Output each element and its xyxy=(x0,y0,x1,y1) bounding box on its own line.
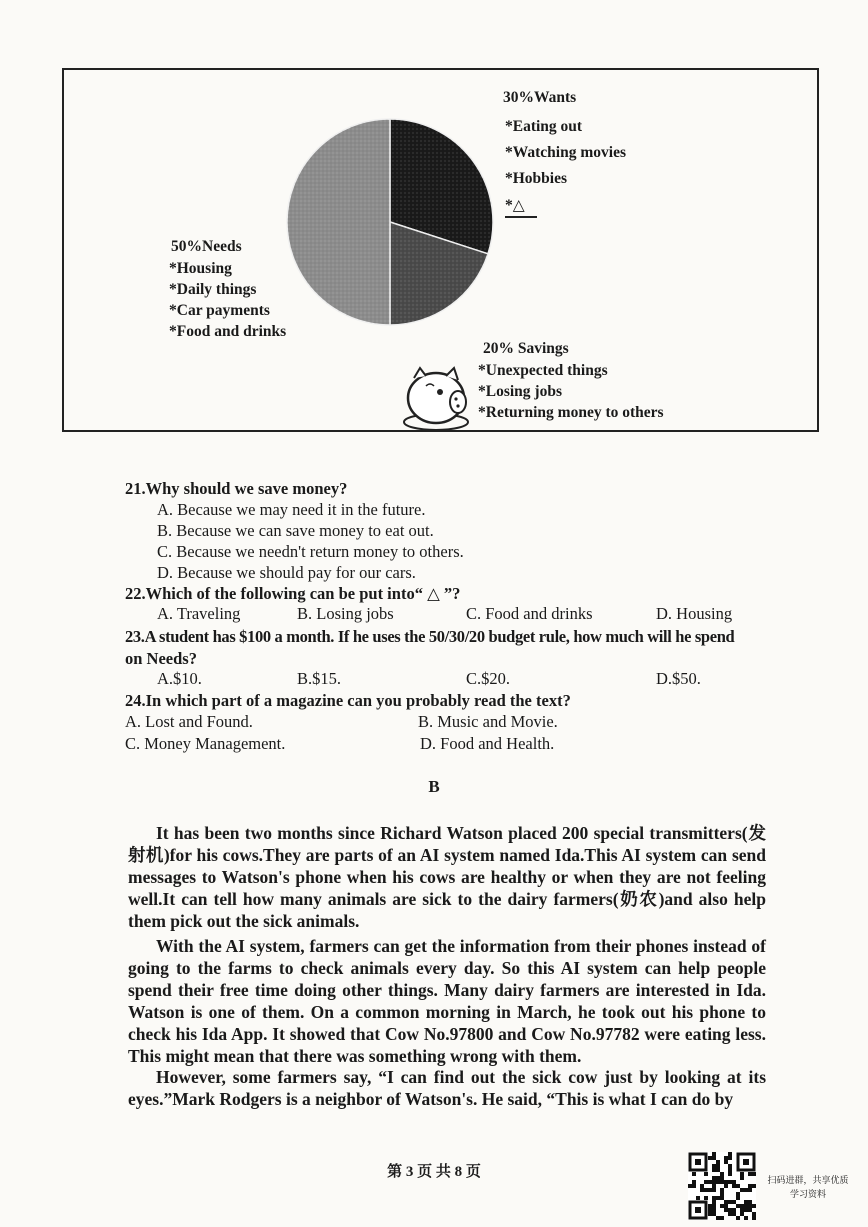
passage-paragraph-3: However, some farmers say, “I can find out the sick cow just by looking at its eyes.”Mark Rodgers is a neighbor of Watson's. He said, “This is what I can do by xyxy=(128,1067,766,1109)
savings-list xyxy=(478,360,664,423)
page-number: 第 3 页 共 8 页 xyxy=(387,1164,481,1180)
passage-paragraph-2: With the AI system, farmers can get the information from their phones instead of going to the farms to check animals every day. So this AI system can help people spend their free time doing other things. Many dairy farmers are interested in Ida. Watson is one of them. On a common morning in March, he took out his phone to check his Ida App. It showed that Cow No.97800 and Cow No.97782 were eating less. This might mean that there was something wrong with them. xyxy=(128,936,766,1066)
section-b-heading: B xyxy=(428,777,440,796)
q22-option-d: D. Housing xyxy=(656,604,733,623)
savings-item: *Unexpected things xyxy=(478,362,608,379)
q24-option-a: A. Lost and Found. xyxy=(125,712,253,731)
wants-item: *Watching movies xyxy=(505,144,626,161)
question-23-cont: on Needs? xyxy=(125,649,197,668)
needs-item: *Housing xyxy=(169,260,232,277)
q21-option-d: D. Because we should pay for our cars. xyxy=(157,563,416,582)
q23-option-d: D.$50. xyxy=(656,669,701,688)
question-22: 22.Which of the following can be put into“ △ ”? xyxy=(125,584,461,603)
q23-option-c: C.$20. xyxy=(466,669,511,688)
q21-option-b: B. Because we can save money to eat out. xyxy=(157,521,434,540)
q23-option-b: B.$15. xyxy=(297,669,342,688)
savings-item: *Losing jobs xyxy=(478,383,562,400)
wants-item: *Eating out xyxy=(505,118,583,135)
question-21: 21.Why should we save money? xyxy=(125,479,348,498)
q21-option-c: C. Because we needn't return money to others. xyxy=(157,542,464,561)
savings-heading: 20% Savings xyxy=(483,340,569,357)
q24-option-c: C. Money Management. xyxy=(125,734,286,753)
q22-option-b: B. Losing jobs xyxy=(297,604,394,623)
question-24: 24.In which part of a magazine can you probably read the text? xyxy=(125,691,571,710)
wants-item: *Hobbies xyxy=(505,170,568,187)
needs-heading: 50%Needs xyxy=(171,238,242,255)
needs-item: *Food and drinks xyxy=(169,323,287,340)
wants-item-blank: *△ xyxy=(505,195,537,218)
q24-option-b: B. Music and Movie. xyxy=(418,712,558,731)
qr-caption xyxy=(762,1174,854,1202)
q23-option-a: A.$10. xyxy=(157,669,202,688)
q21-options xyxy=(157,499,464,583)
q24-option-d: D. Food and Health. xyxy=(420,734,555,753)
qr-code-icon xyxy=(688,1152,756,1220)
q22-option-a: A. Traveling xyxy=(157,604,241,623)
budget-pie-chart xyxy=(280,112,500,332)
qr-caption-line2: 学习资料 xyxy=(789,1190,826,1200)
needs-list xyxy=(169,258,286,342)
needs-item: *Car payments xyxy=(169,302,270,319)
savings-item: *Returning money to others xyxy=(478,404,664,421)
passage-paragraph-1: It has been two months since Richard Watson placed 200 special transmitters(发射机)for his cows.They are parts of an AI system named Ida.This AI system can send messages to Watson's phone when his cows are healthy or when they are not feeling well.It can tell how many animals are sick to the dairy farmers(奶农)and also help them pick out the sick animals. xyxy=(128,823,766,931)
wants-heading: 30%Wants xyxy=(503,89,577,106)
question-23: 23.A student has $100 a month. If he uses the 50/30/20 budget rule, how much will he spend xyxy=(125,627,735,646)
wants-list xyxy=(505,116,626,218)
pie-texture xyxy=(287,119,493,325)
q22-option-c: C. Food and drinks xyxy=(466,604,593,623)
piggy-bank-icon xyxy=(400,364,472,436)
q21-option-a: A. Because we may need it in the future. xyxy=(157,500,426,519)
needs-item: *Daily things xyxy=(169,281,257,298)
qr-caption-line1: 扫码进群，共享优质 xyxy=(767,1176,849,1186)
